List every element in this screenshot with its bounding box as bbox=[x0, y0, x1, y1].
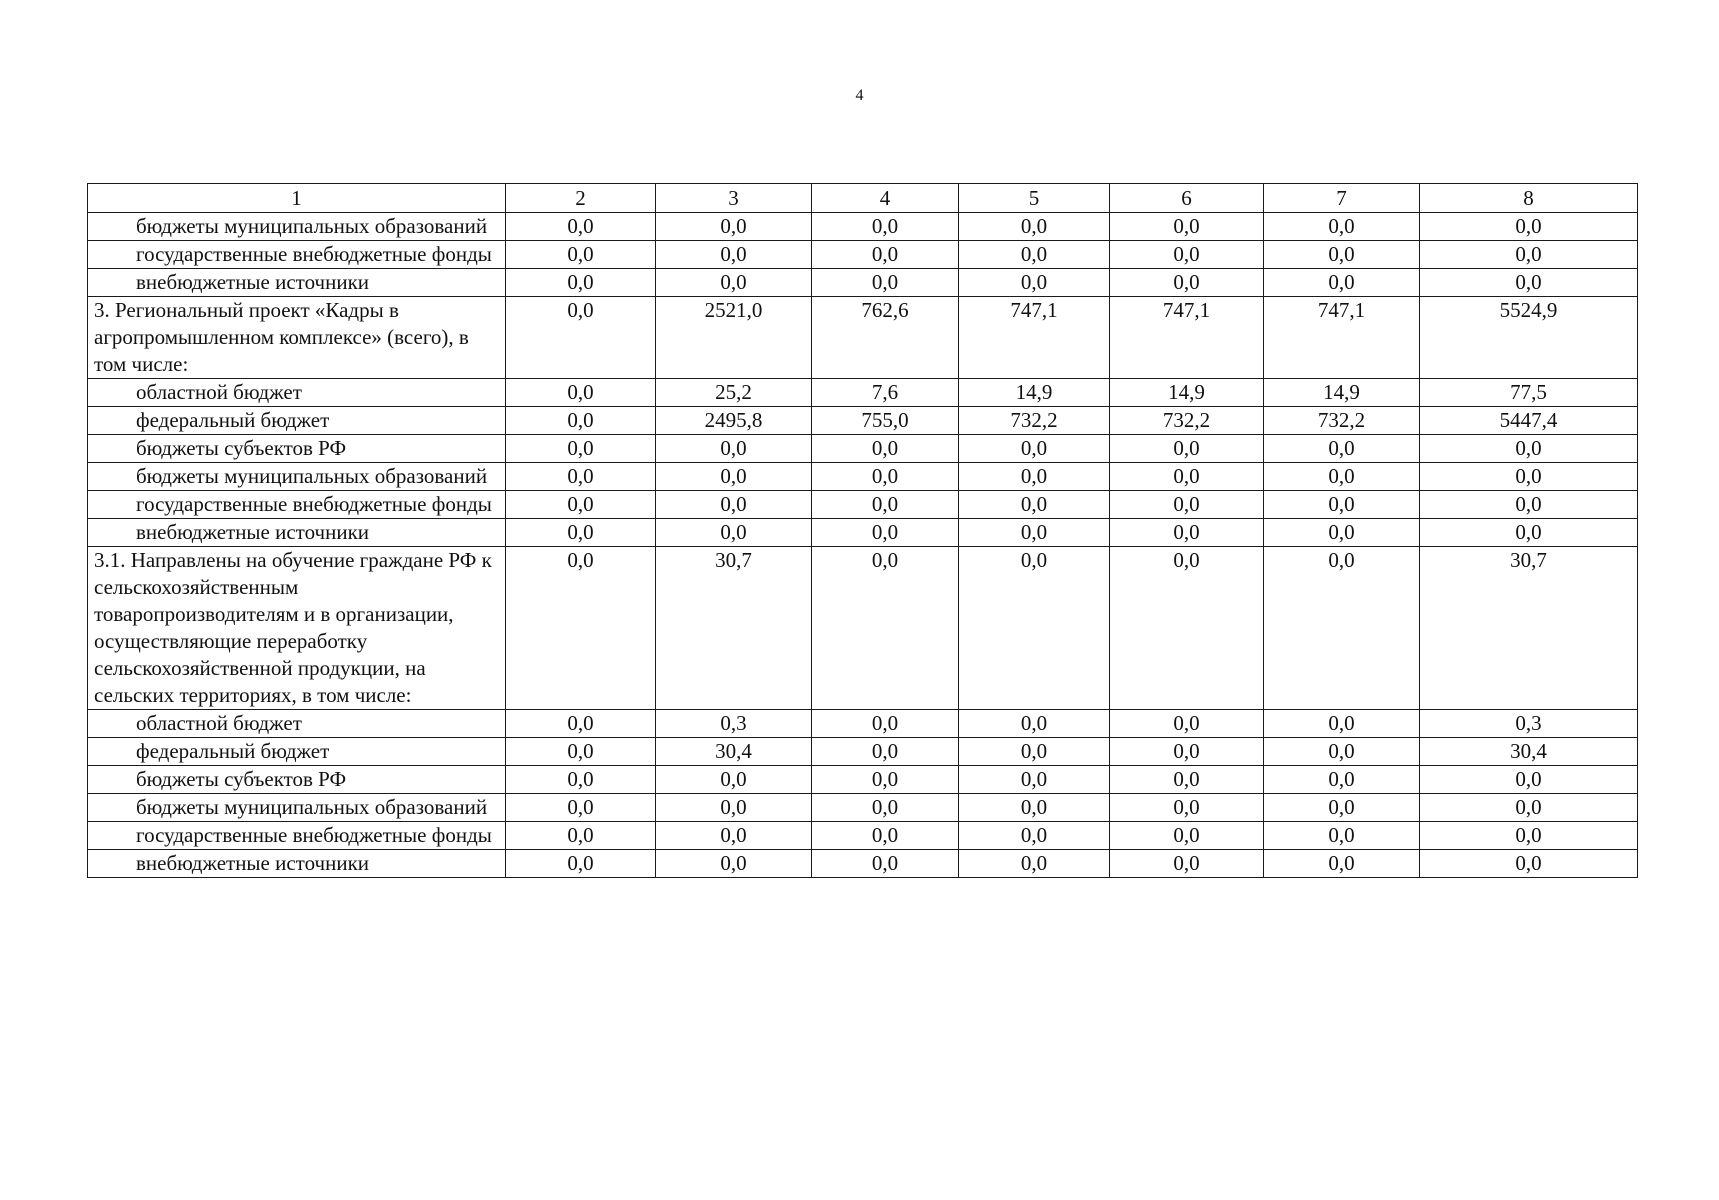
header-cell: 8 bbox=[1420, 184, 1638, 213]
table-row bbox=[88, 241, 1638, 269]
value-cell: 0,0 bbox=[656, 213, 812, 241]
value-cell: 0,0 bbox=[506, 379, 656, 407]
row-label: 3. Региональный проект «Кадры в агропромышленном комплексе» (всего), в том числе: bbox=[88, 297, 506, 379]
value-cell: 0,0 bbox=[812, 241, 959, 269]
value-cell: 0,0 bbox=[1420, 766, 1638, 794]
value-cell: 0,0 bbox=[656, 491, 812, 519]
value-cell: 0,0 bbox=[506, 269, 656, 297]
value-cell: 0,0 bbox=[1264, 519, 1420, 547]
value-cell: 0,0 bbox=[1264, 822, 1420, 850]
row-label: внебюджетные источники bbox=[88, 519, 506, 547]
value-cell: 0,0 bbox=[506, 519, 656, 547]
table-row bbox=[88, 269, 1638, 297]
value-cell: 0,0 bbox=[812, 850, 959, 878]
value-cell: 0,0 bbox=[959, 766, 1110, 794]
budget-table bbox=[87, 183, 1638, 878]
table-row bbox=[88, 491, 1638, 519]
value-cell: 0,0 bbox=[1264, 794, 1420, 822]
row-label: бюджеты субъектов РФ bbox=[88, 766, 506, 794]
value-cell: 0,0 bbox=[1420, 822, 1638, 850]
value-cell: 747,1 bbox=[1110, 297, 1264, 379]
value-cell: 0,0 bbox=[1110, 435, 1264, 463]
value-cell: 14,9 bbox=[1110, 379, 1264, 407]
table-row bbox=[88, 710, 1638, 738]
header-cell: 5 bbox=[959, 184, 1110, 213]
value-cell: 0,0 bbox=[1110, 241, 1264, 269]
value-cell: 0,0 bbox=[812, 822, 959, 850]
value-cell: 0,0 bbox=[656, 850, 812, 878]
table-row bbox=[88, 519, 1638, 547]
value-cell: 0,0 bbox=[656, 241, 812, 269]
table-row bbox=[88, 213, 1638, 241]
row-label: областной бюджет bbox=[88, 379, 506, 407]
value-cell: 0,0 bbox=[812, 738, 959, 766]
value-cell: 0,0 bbox=[1110, 794, 1264, 822]
header-cell: 4 bbox=[812, 184, 959, 213]
value-cell: 0,0 bbox=[506, 491, 656, 519]
value-cell: 0,0 bbox=[1110, 822, 1264, 850]
value-cell: 732,2 bbox=[1110, 407, 1264, 435]
value-cell: 747,1 bbox=[1264, 297, 1420, 379]
value-cell: 0,0 bbox=[1420, 213, 1638, 241]
value-cell: 0,0 bbox=[812, 766, 959, 794]
table-row bbox=[88, 822, 1638, 850]
value-cell: 747,1 bbox=[959, 297, 1110, 379]
row-label: областной бюджет bbox=[88, 710, 506, 738]
value-cell: 0,0 bbox=[506, 766, 656, 794]
value-cell: 0,0 bbox=[506, 822, 656, 850]
value-cell: 0,0 bbox=[506, 738, 656, 766]
value-cell: 5524,9 bbox=[1420, 297, 1638, 379]
value-cell: 0,0 bbox=[506, 710, 656, 738]
value-cell: 0,3 bbox=[1420, 710, 1638, 738]
value-cell: 0,0 bbox=[1110, 269, 1264, 297]
header-cell: 2 bbox=[506, 184, 656, 213]
value-cell: 30,4 bbox=[1420, 738, 1638, 766]
value-cell: 0,0 bbox=[506, 794, 656, 822]
value-cell: 2495,8 bbox=[656, 407, 812, 435]
value-cell: 0,3 bbox=[656, 710, 812, 738]
value-cell: 0,0 bbox=[1264, 710, 1420, 738]
value-cell: 30,7 bbox=[1420, 547, 1638, 710]
row-label: бюджеты муниципальных образований bbox=[88, 463, 506, 491]
header-cell: 3 bbox=[656, 184, 812, 213]
value-cell: 0,0 bbox=[656, 794, 812, 822]
value-cell: 0,0 bbox=[1420, 269, 1638, 297]
value-cell: 0,0 bbox=[812, 794, 959, 822]
table-row bbox=[88, 766, 1638, 794]
value-cell: 14,9 bbox=[959, 379, 1110, 407]
value-cell: 5447,4 bbox=[1420, 407, 1638, 435]
table-row bbox=[88, 435, 1638, 463]
value-cell: 0,0 bbox=[812, 547, 959, 710]
table-body bbox=[88, 213, 1638, 878]
value-cell: 0,0 bbox=[959, 519, 1110, 547]
value-cell: 0,0 bbox=[959, 435, 1110, 463]
row-label: 3.1. Направлены на обучение граждане РФ к сельскохозяйственным товаропроизводителям и в организации, осуществляющие переработку сельскохозяйственной продукции, на сельских территориях, в том числе: bbox=[88, 547, 506, 710]
value-cell: 0,0 bbox=[1110, 850, 1264, 878]
value-cell: 0,0 bbox=[959, 241, 1110, 269]
value-cell: 0,0 bbox=[812, 269, 959, 297]
value-cell: 25,2 bbox=[656, 379, 812, 407]
value-cell: 762,6 bbox=[812, 297, 959, 379]
value-cell: 0,0 bbox=[1110, 491, 1264, 519]
value-cell: 732,2 bbox=[1264, 407, 1420, 435]
value-cell: 2521,0 bbox=[656, 297, 812, 379]
header-cell: 7 bbox=[1264, 184, 1420, 213]
value-cell: 0,0 bbox=[1264, 491, 1420, 519]
table-row bbox=[88, 407, 1638, 435]
row-label: федеральный бюджет bbox=[88, 738, 506, 766]
value-cell: 0,0 bbox=[812, 491, 959, 519]
row-label: федеральный бюджет bbox=[88, 407, 506, 435]
value-cell: 0,0 bbox=[1110, 463, 1264, 491]
value-cell: 0,0 bbox=[1264, 547, 1420, 710]
table-row bbox=[88, 379, 1638, 407]
value-cell: 0,0 bbox=[656, 822, 812, 850]
table-row bbox=[88, 738, 1638, 766]
page-number: 4 bbox=[855, 87, 864, 104]
value-cell: 0,0 bbox=[1420, 241, 1638, 269]
value-cell: 0,0 bbox=[1264, 463, 1420, 491]
value-cell: 0,0 bbox=[1264, 269, 1420, 297]
value-cell: 0,0 bbox=[1264, 241, 1420, 269]
value-cell: 0,0 bbox=[1264, 850, 1420, 878]
value-cell: 0,0 bbox=[656, 519, 812, 547]
table-row bbox=[88, 463, 1638, 491]
value-cell: 0,0 bbox=[1110, 710, 1264, 738]
header-cell: 1 bbox=[88, 184, 506, 213]
value-cell: 7,6 bbox=[812, 379, 959, 407]
value-cell: 77,5 bbox=[1420, 379, 1638, 407]
row-label: государственные внебюджетные фонды bbox=[88, 491, 506, 519]
value-cell: 0,0 bbox=[506, 435, 656, 463]
value-cell: 0,0 bbox=[959, 850, 1110, 878]
value-cell: 0,0 bbox=[1420, 519, 1638, 547]
value-cell: 0,0 bbox=[959, 269, 1110, 297]
value-cell: 0,0 bbox=[656, 766, 812, 794]
value-cell: 0,0 bbox=[1264, 213, 1420, 241]
value-cell: 0,0 bbox=[959, 710, 1110, 738]
value-cell: 732,2 bbox=[959, 407, 1110, 435]
value-cell: 0,0 bbox=[506, 463, 656, 491]
value-cell: 0,0 bbox=[1110, 547, 1264, 710]
value-cell: 0,0 bbox=[656, 435, 812, 463]
table-row bbox=[88, 547, 1638, 710]
header-row bbox=[88, 184, 1638, 213]
header-cell: 6 bbox=[1110, 184, 1264, 213]
value-cell: 0,0 bbox=[959, 547, 1110, 710]
value-cell: 0,0 bbox=[506, 407, 656, 435]
value-cell: 0,0 bbox=[1420, 463, 1638, 491]
value-cell: 14,9 bbox=[1264, 379, 1420, 407]
row-label: внебюджетные источники bbox=[88, 269, 506, 297]
value-cell: 0,0 bbox=[959, 822, 1110, 850]
value-cell: 0,0 bbox=[812, 463, 959, 491]
value-cell: 0,0 bbox=[959, 738, 1110, 766]
value-cell: 755,0 bbox=[812, 407, 959, 435]
value-cell: 0,0 bbox=[1110, 519, 1264, 547]
value-cell: 30,4 bbox=[656, 738, 812, 766]
row-label: бюджеты муниципальных образований bbox=[88, 794, 506, 822]
table-row bbox=[88, 297, 1638, 379]
value-cell: 0,0 bbox=[656, 269, 812, 297]
value-cell: 0,0 bbox=[506, 241, 656, 269]
value-cell: 0,0 bbox=[959, 794, 1110, 822]
value-cell: 0,0 bbox=[1264, 766, 1420, 794]
row-label: внебюджетные источники bbox=[88, 850, 506, 878]
value-cell: 0,0 bbox=[1420, 794, 1638, 822]
value-cell: 0,0 bbox=[812, 710, 959, 738]
table-row bbox=[88, 850, 1638, 878]
value-cell: 0,0 bbox=[959, 491, 1110, 519]
value-cell: 0,0 bbox=[506, 850, 656, 878]
row-label: государственные внебюджетные фонды bbox=[88, 241, 506, 269]
value-cell: 0,0 bbox=[506, 297, 656, 379]
value-cell: 0,0 bbox=[1420, 435, 1638, 463]
value-cell: 0,0 bbox=[1264, 738, 1420, 766]
value-cell: 30,7 bbox=[656, 547, 812, 710]
value-cell: 0,0 bbox=[812, 519, 959, 547]
value-cell: 0,0 bbox=[1420, 850, 1638, 878]
value-cell: 0,0 bbox=[1110, 213, 1264, 241]
value-cell: 0,0 bbox=[656, 463, 812, 491]
value-cell: 0,0 bbox=[1110, 738, 1264, 766]
row-label: бюджеты муниципальных образований bbox=[88, 213, 506, 241]
value-cell: 0,0 bbox=[1420, 491, 1638, 519]
value-cell: 0,0 bbox=[1264, 435, 1420, 463]
value-cell: 0,0 bbox=[506, 547, 656, 710]
value-cell: 0,0 bbox=[506, 213, 656, 241]
value-cell: 0,0 bbox=[959, 463, 1110, 491]
row-label: бюджеты субъектов РФ bbox=[88, 435, 506, 463]
value-cell: 0,0 bbox=[812, 435, 959, 463]
value-cell: 0,0 bbox=[959, 213, 1110, 241]
value-cell: 0,0 bbox=[1110, 766, 1264, 794]
row-label: государственные внебюджетные фонды bbox=[88, 822, 506, 850]
table-row bbox=[88, 794, 1638, 822]
value-cell: 0,0 bbox=[812, 213, 959, 241]
